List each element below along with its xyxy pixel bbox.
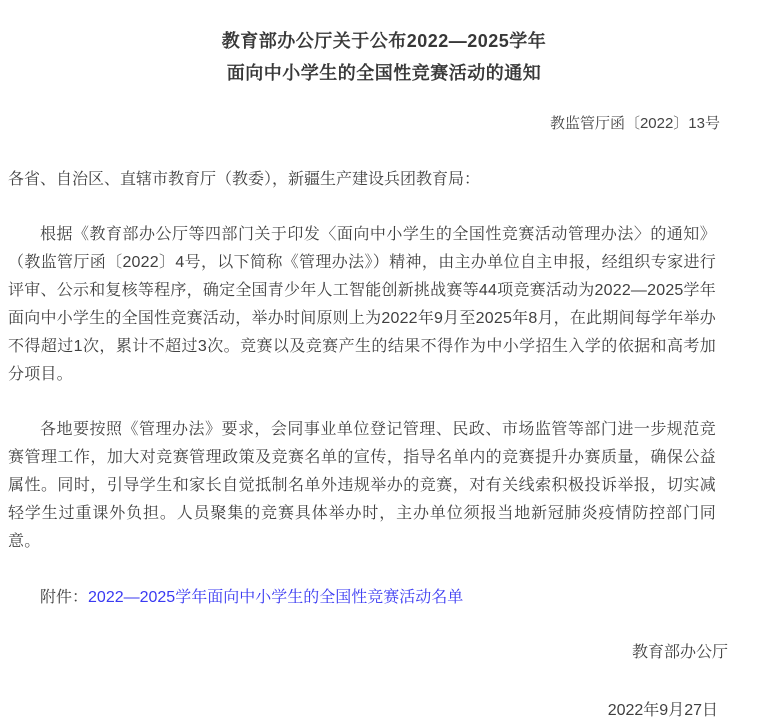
date: 2022年9月27日 (607, 702, 718, 719)
body-paragraph-2: 各地要按照《管理办法》要求，会同事业单位登记管理、民政、市场监管等部门进一步规范竞赛管理工作，加大对竞赛管理政策及竞赛名单的宣传，指导名单内的竞赛提升办赛质量，确保公益属性。同时，引导学生和家长自觉抵制名单外违规举办的竞赛，对有关线索积极投诉举报，切实减轻学生过重课外负担。人员聚集的竞赛具体举办时，主办单位须报当地新冠肺炎疫情防控部门同意。 (8, 421, 716, 550)
attachment-label: 附件： (40, 589, 89, 606)
title-line-2: 面向中小学生的全国性竞赛活动的通知 (226, 63, 542, 83)
page-title (0, 0, 768, 89)
signature: 教育部办公厅 (631, 644, 728, 661)
body-paragraph-1: 根据《教育部办公厅等四部门关于印发〈面向中小学生的全国性竞赛活动管理办法〉的通知》（教监管厅函〔2022〕4号，以下简称《管理办法》）精神，由主办单位自主申报，经组织专家进行评审、公示和复核等程序，确定全国青少年人工智能创新挑战赛等44项竞赛活动为2022—2025学年面向中小学生的全国性竞赛活动，举办时间原则上为2022年9月至2025年8月，在此期间每学年举办不得超过1次，累计不超过3次。竞赛以及竞赛产生的结果不得作为中小学招生入学的依据和高考加分项目。 (8, 226, 716, 383)
attachment-link[interactable]: 2022—2025学年面向中小学生的全国性竞赛活动名单 (88, 589, 464, 606)
attachment-line (8, 584, 716, 612)
document-number: 教监管厅函〔2022〕13号 (549, 115, 720, 132)
title-line-1: 教育部办公厅关于公布2022—2025学年 (221, 31, 547, 51)
addressee-line: 各省、自治区、直辖市教育厅（教委），新疆生产建设兵团教育局： (8, 171, 481, 188)
